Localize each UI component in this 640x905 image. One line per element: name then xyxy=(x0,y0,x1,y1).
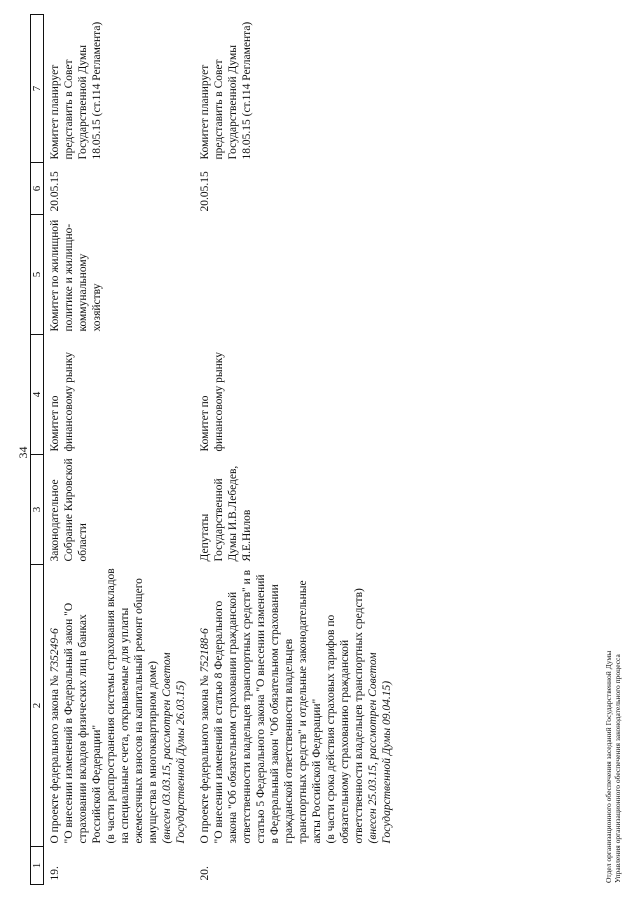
bill-number: 752188-6 xyxy=(199,628,211,673)
bill-note: (внесен 03.03.15, рассмотрен Советом Государственной Думы 26.03.15) xyxy=(161,652,187,844)
bill-note: (внесен 25.03.15, рассмотрен Советом Государственной Думы 09.04.15) xyxy=(367,652,393,844)
bill-text: "О внесении изменений в Федеральный закон "О страховании вкладов физических лиц в банках Российской Федерации" xyxy=(63,602,103,844)
bill-description xyxy=(44,565,195,847)
column-number: 7 xyxy=(31,15,44,163)
footer-line: Отдел организационного обеспечения заседаний Государственной Думы xyxy=(604,650,613,883)
initiator: Законодательное Собрание Кировской области xyxy=(49,458,89,562)
bills-table xyxy=(30,14,400,885)
column-number: 3 xyxy=(31,455,44,565)
column-numbers-row xyxy=(31,15,44,885)
date: 20.05.15 xyxy=(199,171,211,212)
date: 20.05.15 xyxy=(49,171,61,212)
row-number: 19. xyxy=(49,866,61,881)
column-number: 6 xyxy=(31,163,44,215)
footer-line: Управления организационного обеспечения законодательного процесса xyxy=(613,654,622,883)
bill-scope: (в части распространения системы страхования вкладов на специальные счета, открываемые для уплаты ежемесячных взносов на капитальный ремонт общего имущества в многоквартирном доме) xyxy=(105,568,159,844)
column-number: 5 xyxy=(31,215,44,335)
column-number: 4 xyxy=(31,335,44,455)
status: Комитет планирует представить в Совет Государственной Думы 18.05.15 (ст.114 Регламента) xyxy=(49,21,103,160)
bill-scope: (в части срока действия страховых тарифов по обязательному страхованию гражданской ответственности владельцев транспортных средств) xyxy=(325,588,365,844)
table-row xyxy=(194,15,400,885)
column-number: 2 xyxy=(31,565,44,847)
co-committee: Комитет по жилищной политике и жилищно-коммунальному хозяйству xyxy=(49,219,103,332)
bill-title: О проекте федерального закона № xyxy=(49,675,61,844)
initiator: Депутаты Государственной Думы И.В.Лебедев, Я.Е.Нилов xyxy=(199,465,253,562)
page-number: 34 xyxy=(16,446,30,459)
responsible-committee: Комитет по финансовому рынку xyxy=(49,352,75,452)
row-number: 20. xyxy=(199,866,211,881)
bill-description xyxy=(194,565,400,847)
responsible-committee: Комитет по финансовому рынку xyxy=(199,352,225,452)
bill-title: О проекте федерального закона № xyxy=(199,675,211,844)
bill-number: 735249-6 xyxy=(49,628,61,673)
bill-text: "О внесении изменений в статью 8 Федерального закона "Об обязательном страховании гражданской ответственности владельцев транспортных средств" и в статью 5 Федерального закона "О внесении изменений в Федеральный закон "Об обязательном страховании гражданской ответственности владельцев транспортных средств" и отдельные законодательные акты Российской Федерации" xyxy=(213,569,323,844)
footer xyxy=(604,651,622,883)
status: Комитет планирует представить в Совет Государственной Думы 18.05.15 (ст.114 Регламента) xyxy=(199,21,253,160)
co-committee xyxy=(194,215,400,335)
table-row xyxy=(44,15,195,885)
column-number: 1 xyxy=(31,847,44,885)
